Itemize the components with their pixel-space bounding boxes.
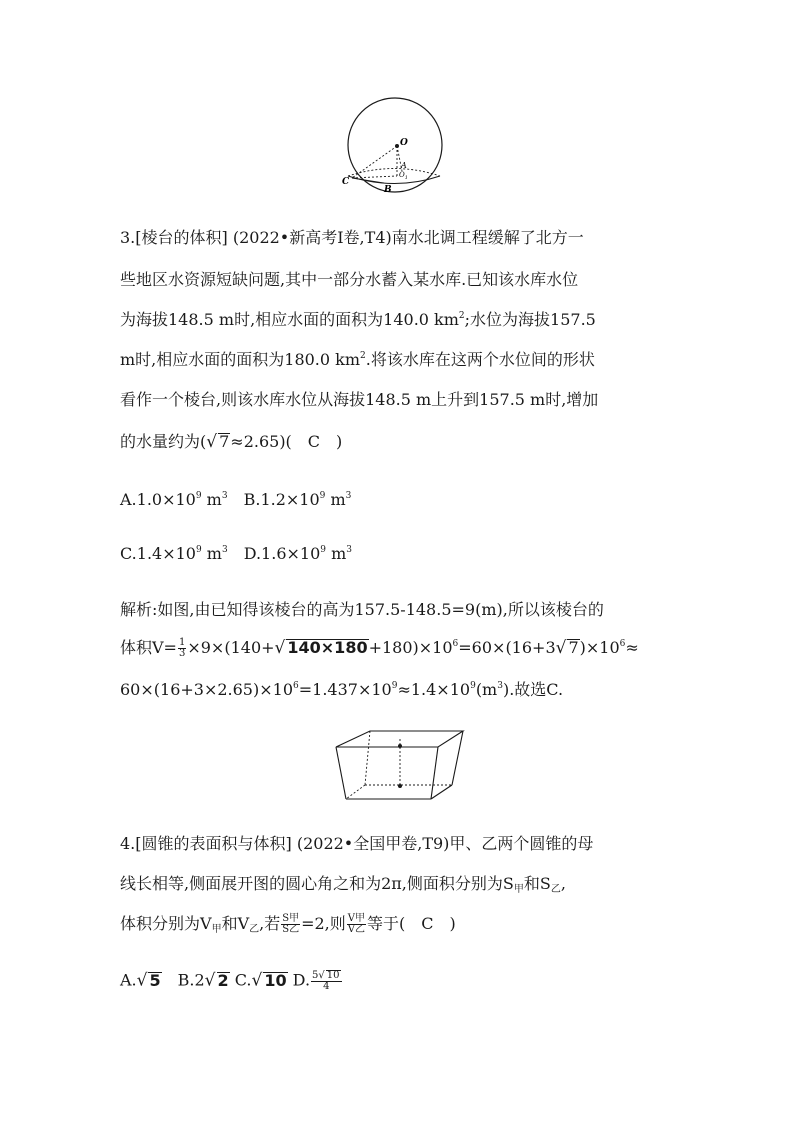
solution-line-1: 解析:如图,由已知得该棱台的高为157.5-148.5=9(m),所以该棱台的	[120, 600, 604, 619]
sub-yi: 乙	[249, 924, 260, 935]
label-O1: $O_1$	[399, 171, 408, 181]
exp-9: 9	[391, 681, 398, 691]
unit-m: m	[201, 490, 222, 509]
label-B: B	[384, 185, 392, 195]
label-O: O	[400, 138, 408, 148]
option-d: D.1.6×10	[227, 544, 321, 563]
frac-den: S乙	[282, 924, 300, 935]
frac-den: 3	[178, 648, 186, 659]
point-O	[395, 144, 399, 148]
q3-options-ab	[120, 490, 351, 510]
sol3-a: 60×(16+3×2.65)×10	[120, 680, 293, 699]
q4-option-a: A.	[120, 970, 137, 990]
frustum-figure	[334, 728, 466, 804]
sol3-e: ).故选C.	[502, 680, 564, 699]
q3-line-3-b: ;水位为海拔157.5	[464, 310, 596, 329]
exp-3: 3	[221, 491, 228, 501]
unit-m: m	[326, 544, 347, 563]
bottom-center-point	[398, 784, 402, 788]
q3-line-6-b: ≈2.65)( C )	[230, 432, 343, 451]
sqrt-sign: √	[274, 638, 286, 658]
sphere-cone-figure	[340, 95, 450, 200]
exp-6: 6	[619, 639, 626, 649]
option-b: B.1.2×10	[227, 490, 320, 509]
solution-line-3	[120, 680, 563, 700]
q4-l3-a: 体积分别为V	[120, 914, 212, 933]
sqrt-sign: √	[251, 970, 263, 991]
q4-l2-b: 和S	[523, 874, 551, 893]
exp-9: 9	[319, 491, 326, 501]
sol2-a: 体积V=	[120, 638, 177, 657]
q4-l3-b: 和V	[221, 914, 250, 933]
sol2-b: ×9×(140+	[187, 638, 275, 657]
q3-line-6	[120, 432, 342, 452]
base-ellipse-back	[348, 169, 440, 177]
sqrt-10-small: 10	[326, 970, 340, 981]
frac-num: 1	[178, 637, 186, 648]
sqrt-5: 5	[149, 970, 161, 990]
sqrt-7: 7	[568, 638, 579, 657]
sol2-c: +180)×10	[368, 638, 453, 657]
q3-exp-2a: 2	[458, 311, 465, 321]
sol2-f: ≈	[625, 638, 639, 657]
exp-9: 9	[195, 545, 202, 555]
q3-line-4	[120, 350, 595, 370]
q4-options	[120, 970, 343, 992]
sqrt-sign: √	[555, 638, 567, 658]
q3-line-4-b: .将该水库在这两个水位间的形状	[365, 350, 595, 369]
q4-option-c: C.	[229, 970, 252, 990]
frac-den: 4	[323, 981, 330, 992]
q4-line-1: 4.[圆锥的表面积与体积] (2022•全国甲卷,T9)甲、乙两个圆锥的母	[120, 834, 594, 853]
exp-3: 3	[497, 681, 503, 691]
exp-3: 3	[345, 491, 352, 501]
exp-3: 3	[346, 545, 352, 555]
sqrt-10: 10	[264, 970, 287, 990]
exp-3: 3	[221, 545, 228, 555]
segment-OC	[352, 146, 397, 178]
sol3-b: =1.437×10	[298, 680, 392, 699]
exp-6: 6	[293, 681, 299, 691]
q3-line-3	[120, 310, 596, 330]
segment-CO1	[352, 176, 397, 178]
q4-line-3	[120, 914, 456, 935]
frac-num: 5√ 10	[312, 970, 340, 981]
q3-sqrt7: 7	[219, 432, 230, 451]
edge-front-right	[431, 747, 438, 799]
q4-line-2	[120, 874, 566, 894]
frac-num: V甲	[347, 913, 365, 924]
sqrt-sign: √	[204, 970, 216, 991]
option-a: A.1.0×10	[120, 490, 196, 509]
sol3-c: ≈1.4×10	[397, 680, 471, 699]
fraction-V	[347, 914, 366, 935]
sqrt-140x180: 140×180	[287, 638, 368, 657]
hidden-edge-bottom-left	[346, 785, 365, 799]
sqrt-2: 2	[217, 970, 229, 990]
sub-jia: 甲	[211, 924, 222, 935]
q3-line-6-a: 的水量约为(	[120, 432, 207, 451]
q3-exp-2b: 2	[360, 351, 366, 361]
edge-bottom-right	[431, 785, 452, 799]
q3-line-3-a: 为海拔148.5 m时,相应水面的面积为140.0 km	[120, 310, 459, 329]
sol2-e: )×10	[579, 638, 620, 657]
exp-6: 6	[452, 639, 459, 649]
fraction-1-3	[178, 638, 186, 659]
q4-l3-d: =2,则	[301, 914, 346, 933]
unit-m: m	[325, 490, 346, 509]
sol3-d: (m	[475, 680, 498, 699]
exp-9: 9	[320, 545, 326, 555]
frac-num: S甲	[282, 913, 300, 924]
sqrt-sign: √	[206, 432, 218, 452]
sqrt-sign: √	[136, 970, 148, 991]
sphere-outline	[348, 98, 442, 192]
sol2-d: =60×(16+3	[458, 638, 556, 657]
sub-jia: 甲	[513, 884, 524, 895]
top-center-point	[398, 744, 402, 748]
fraction-option-d	[311, 970, 341, 992]
q4-l3-c: ,若	[259, 914, 281, 933]
frac-den: V乙	[347, 924, 365, 935]
solution-line-2	[120, 638, 639, 659]
q3-line-2: 些地区水资源短缺问题,其中一部分水蓄入某水库.已知该水库水位	[120, 270, 579, 289]
hidden-edge-back-left	[365, 731, 370, 785]
segment-CB	[352, 178, 384, 183]
frac-num-coef: 5	[312, 970, 319, 981]
q4-option-d: D.	[287, 970, 311, 990]
q3-line-1: 3.[棱台的体积] (2022•新高考Ⅰ卷,T4)南水北调工程缓解了北方一	[120, 228, 584, 247]
q3-line-5: 看作一个棱台,则该水库水位从海拔148.5 m上升到157.5 m时,增加	[120, 390, 599, 409]
exp-9: 9	[470, 681, 476, 691]
exp-9: 9	[195, 491, 202, 501]
edge-left	[336, 747, 346, 799]
unit-m: m	[201, 544, 222, 563]
label-A: A	[401, 161, 407, 170]
sub-yi: 乙	[550, 884, 561, 895]
option-c: C.1.4×10	[120, 544, 196, 563]
q4-l3-e: 等于( C )	[367, 914, 456, 933]
q3-line-4-a: m时,相应水面的面积为180.0 km	[120, 350, 361, 369]
fraction-S	[281, 914, 300, 935]
q4-l2-c: ,	[560, 874, 566, 893]
edge-back-right	[452, 731, 463, 785]
q4-option-b: B.2	[161, 970, 205, 990]
q4-l2-a: 线长相等,侧面展开图的圆心角之和为2π,侧面积分别为S	[120, 874, 514, 893]
label-C: C	[342, 177, 350, 187]
q3-options-cd	[120, 544, 352, 564]
